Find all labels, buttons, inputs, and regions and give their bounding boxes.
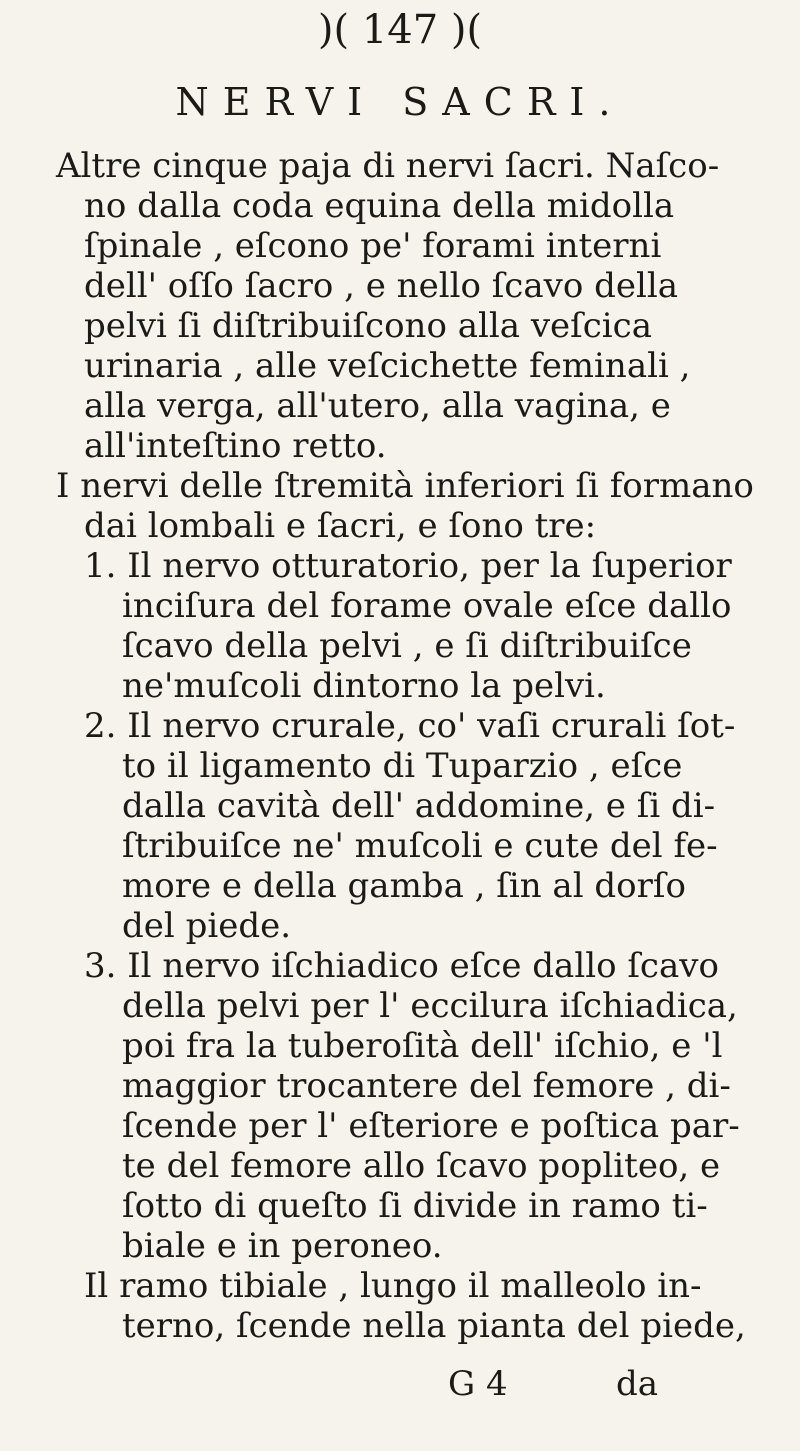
text-line: poi fra la tuberoſità dell' iſchio, e 'l [122,1026,723,1066]
text-line: dell' oſſo ſacro , e nello ſcavo della [84,266,679,306]
text-line: ſotto di queſto ſi divide in ramo ti- [122,1186,708,1226]
page-number: )( 147 )( [317,7,483,53]
text-line: 1. Il nervo otturatorio, per la ſuperior [84,546,732,586]
text-line: dalla cavità dell' addomine, e ſi di- [122,786,716,826]
text-line: te del femore allo ſcavo popliteo, e [122,1146,721,1186]
text-line: ne'muſcoli dintorno la pelvi. [122,666,606,706]
text-line: biale e in peroneo. [122,1226,443,1266]
text-line: pelvi ſi diſtribuiſcono alla veſcica [84,306,652,346]
text-line: Altre cinque paja di nervi ſacri. Naſco- [56,146,720,186]
text-line: 2. Il nervo crurale, co' vaſi crurali ſot- [84,706,736,746]
section-title: NERVI SACRI. [175,80,625,124]
text-line: Il ramo tibiale , lungo il malleolo in- [84,1266,702,1306]
text-line: inciſura del forame ovale eſce dallo [122,586,732,626]
text-line: terno, ſcende nella pianta del piede, [122,1306,746,1346]
text-line: urinaria , alle veſcichette feminali , [84,346,691,386]
text-line: more e della gamba , ſin al dorſo [122,866,686,906]
text-line: ſpinale , eſcono pe' forami interni [84,226,662,266]
text-line: to il ligamento di Tuparzio , eſce [122,746,683,786]
text-line: ſcavo della pelvi , e ſi diſtribuiſce [122,626,692,666]
text-line: della pelvi per l' eccilura iſchiadica, [122,986,738,1026]
text-line: ſcende per l' eſteriore e poſtica par- [122,1106,740,1146]
text-line: del piede. [122,906,292,946]
text-line: 3. Il nervo iſchiadico eſce dallo ſcavo [84,946,719,986]
page-footer [0,1362,800,1410]
text-line: all'inteſtino retto. [84,426,387,466]
text-line: ſtribuiſce ne' muſcoli e cute del fe- [122,826,718,866]
text-line: maggior trocantere del femore , di- [122,1066,731,1106]
text-line: no dalla coda equina della midolla [84,186,675,226]
text-line: dai lombali e ſacri, e ſono tre: [84,506,597,546]
catchword: da [616,1364,659,1404]
text-line: alla verga, all'utero, alla vagina, e [84,386,671,426]
text-line: I nervi delle ſtremità inferiori ſi formano [56,466,754,506]
signature-mark: G 4 [448,1364,508,1404]
